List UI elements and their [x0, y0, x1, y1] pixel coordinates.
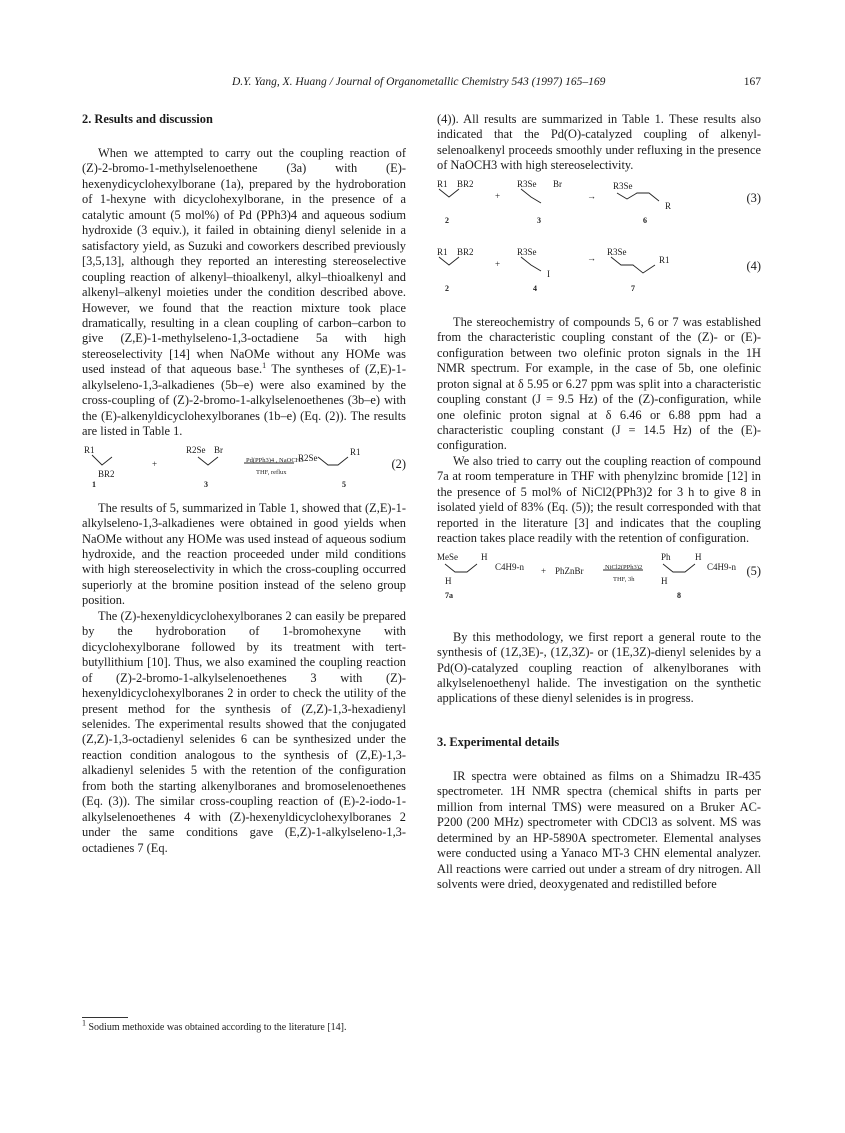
section-heading-results: 2. Results and discussion	[82, 112, 213, 126]
equation-5: MeSe H C4H9-n H + PhZnBr NiCl2(PPh3)2 THF, 3h Ph H C4H9-n H 7a 8 (5)	[437, 551, 761, 600]
scheme-4-structures	[437, 245, 761, 293]
running-header	[0, 76, 845, 94]
equation-number: (5)	[746, 563, 761, 578]
paragraph-summary: (4)). All results are summarized in Table 1. These results also indicated that the Pd(O)-catalyzed coupling of alkenyl-selenoalkenyl proceeds smoothly under refluxing in the presence of NaOCH3 with high stereoselectivity.	[437, 112, 761, 173]
equation-2: R1 BR2 + R2Se Br Pd(PPh3)4 , NaOCH3 THF, reflux R2Se R1 1 3 5 (2)	[84, 444, 406, 489]
equation-number: (3)	[746, 190, 761, 205]
paragraph-experimental: IR spectra were obtained as films on a Shimadzu IR-435 spectrometer. 1H NMR spectra (chemical shifts in parts per million from internal TMS) were measured on a Bruker AC-P200 (200 MHz) spectrometer with CDCl3 as solvent. MS was determined by an HP-5890A spectrometer. Elemental analyses were conducted using a Yanaco MT-3 CHN elemental analyzer. All reactions were carried out under a stream of dry nitrogen. All solvents were dried, deoxygenated and redistilled before	[437, 768, 761, 892]
equation-4: R1 BR2 + R3Se I → R3Se R1 2 4 7 (4)	[437, 246, 761, 293]
right-column	[437, 112, 761, 893]
equation-number: (2)	[391, 456, 406, 471]
section-heading-experimental: 3. Experimental details	[437, 734, 560, 749]
paragraph-methodology: By this methodology, we first report a general route to the synthesis of (1Z,3E)-, (1Z,3Z)- or (1E,3Z)-dienyl selenides by a Pd(O)-catalyzed coupling reaction of alkenylboranes with alkylselenoethenyl halide. The investigation on the synthetic applications of these dienyl selenides is in progress.	[437, 629, 761, 706]
footnote-rule	[82, 1017, 128, 1018]
scheme-3-structures	[437, 177, 761, 225]
footnote: $^1$ Sodium methoxide was obtained according to the literature [14].	[82, 1018, 347, 1033]
equation-3: R1 BR2 + R3Se Br → R3Se R 2 3 6 (3)	[437, 178, 761, 225]
left-column	[82, 112, 406, 856]
page-number: 167	[743, 76, 761, 88]
paragraph-phenylzinc: We also tried to carry out the coupling reaction of compound 7a at room temperature in THF with phenylzinc bromide [12] in the presence of 5 mol% of NiCl2(PPh3)2 for 3 h to give 8 in isolated yield of 83% (Eq. (5)); the result corresponded with that reported in the literature [3] and indicates that the coupling reaction takes place readily with the retention of configuration.	[437, 453, 761, 546]
footnote-ref: 1	[262, 361, 267, 371]
paragraph-stereochemistry: The stereochemistry of compounds 5, 6 or 7 was established from the characteristic coupling constant of the (Z)- or (E)-configuration between two olefinic proton signals in the 1H NMR spectrum. For example, in the case of 5b, one olefinic proton signal at δ 5.95 or 6.27 ppm was split into a characteristic coupling constant (J = 9.5 Hz) of the (Z)-configuration, while one olefinic proton signal at δ 6.46 or 6.88 ppm had a characteristic coupling constant (J = 14.5 Hz) of the (E)-configuration.	[437, 314, 761, 453]
running-title: D.Y. Yang, X. Huang / Journal of Organometallic Chemistry 543 (1997) 165–169	[232, 76, 606, 88]
paragraph-coupling-intro: When we attempted to carry out the coupling reaction of (Z)-2-bromo-1-methylselenoethene (3a) with (E)-hexenydicyclohexylborane (1a), prepared by the hydroboration of 1-hexyne with dicyclohexylborane, in the presence of a catalytic amount (5 mol%) of Pd (PPh3)4 and aqueous sodium hydroxide (3 equiv.), it failed in obtaining dienyl selenide in a satisfactory yield, as Suzuki and coworkers described previously [3,5,13], although they reported an interesting stereoselective coupling reaction of alkenyl–thioalkenyl, alkyl–thioalkenyl and alkenyl–alkenyl moieties under the condition described above. However, we found that the reaction mixture took place dramatically, resulting in a clean coupling of carbon–carbon to give (Z,E)-1-methylseleno-1,3-octadiene 5a with high stereoselectivity [14] when NaOMe without any HOMe was used instead of that aqueous base.$^1$ The syntheses of (Z,E)-1-alkylseleno-1,3-alkadienes (5b–e) were also examined by the cross-coupling of (Z)-2-bromo-1-alkylselenoethenes (3b–e) with the (E)-alkenyldicyclohexylboranes (1b–e) (Eq. (2)). The results are listed in Table 1.	[82, 146, 406, 439]
paragraph-results-5: The results of 5, summarized in Table 1, showed that (Z,E)-1-alkylseleno-1,3-alkadienes were obtained in good yields when NaOMe without any HOMe was used instead of aqueous sodium hydroxide, and the reaction proceeded under mild conditions with high stereoselectivity in which the cross-coupling occurred superiorly at the bromine position instead of the seleno group position.	[82, 500, 406, 608]
equation-number: (4)	[746, 258, 761, 273]
paragraph-z-hexenyl: The (Z)-hexenyldicyclohexylboranes 2 can easily be prepared by the hydroboration of 1-bromohexyne with dicyclohexylborane followed by its treatment with tert-butyllithium [10]. Thus, we also examined the coupling reaction of (Z)-2-bromo-1-alkylselenoethenes 3 with (Z)-hexenyldicyclohexylboranes 2 in order to check the utility of the present method for the synthesis of (Z,Z)-1,3-hexadienyl selenides. The experimental results showed that the conjugated (Z,Z)-1,3-octadienyl selenides 6 can be synthesized under the reaction condition analogous to the synthesis of (Z,E)-1,3-alkadienyl selenides 5 with the retention of the configuration from both the starting alkenylboranes and bromoselenoethenes (Eq. (3)). The similar cross-coupling reaction of (E)-2-iodo-1-alkylselenoethenes 4 with (Z)-hexenyldicyclohexylboranes 2 under the same conditions gave (E,Z)-1-alkylseleno-1,3-octadienes 7 (Eq.	[82, 608, 406, 855]
